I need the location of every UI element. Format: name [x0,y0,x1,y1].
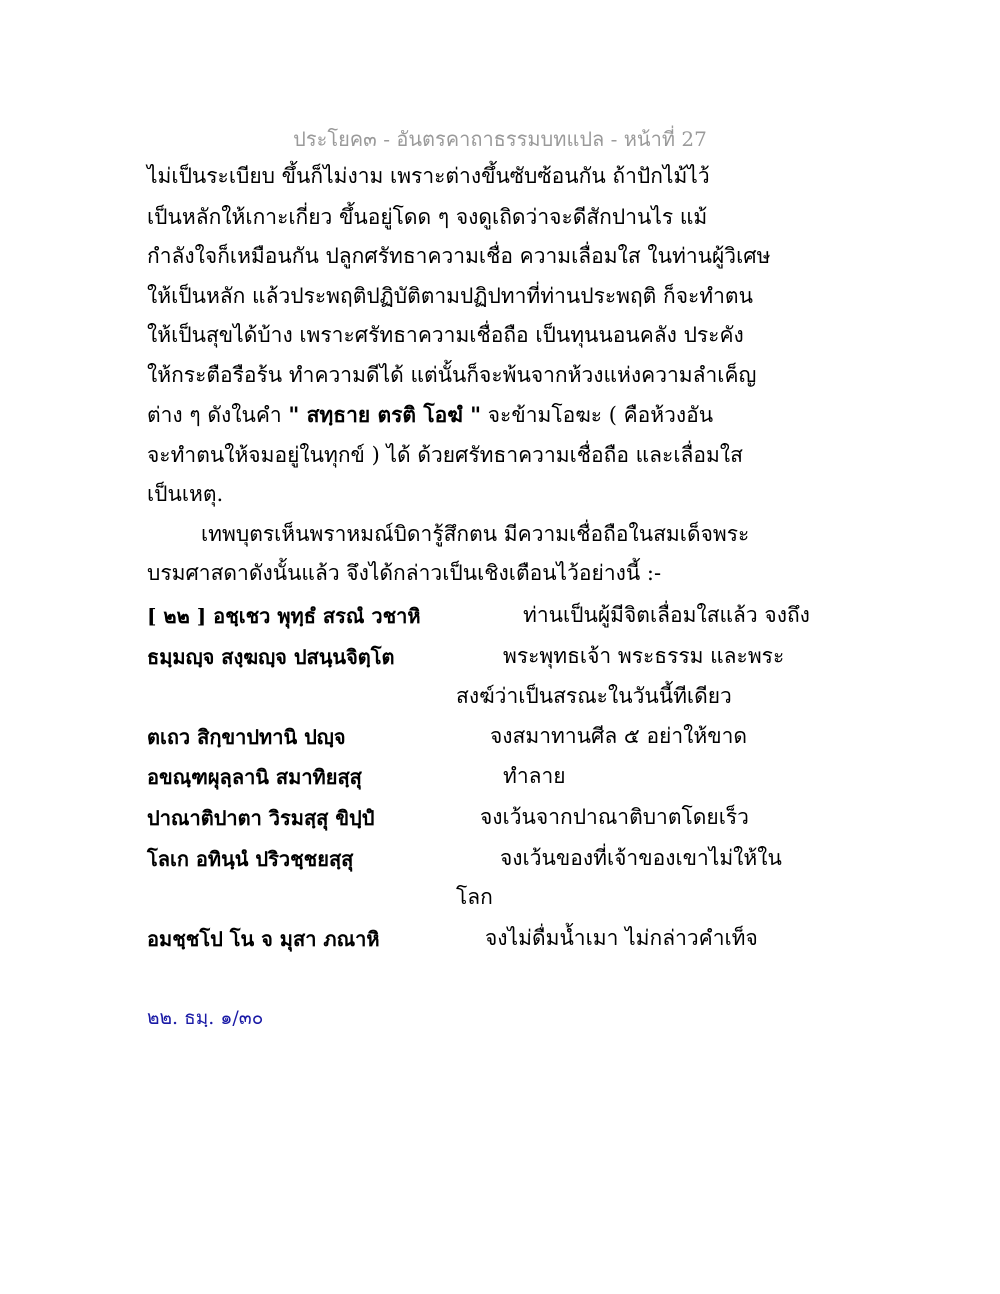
verse-pali-line: โลเก อทินฺนํ ปริวชฺชยสฺสุ [147,847,354,871]
paragraph-line: ให้เป็นสุขได้บ้าง เพราะศรัทธาความเชื่อถือ เป็นทุนนอนคลัง ประคัง [147,323,744,347]
verse-thai-line: โลก [456,885,493,909]
footnote-reference: ๒๒. ธมฺ. ๑/๓๐ [147,1007,264,1029]
verse-thai-line: ทำลาย [503,764,566,788]
verse-thai-line: พระพุทธเจ้า พระธรรม และพระ [503,644,785,668]
verse-pali-line: ตเถว สิกฺขาปทานิ ปญฺจ [147,725,346,749]
verse-pali-line: ปาณาติปาตา วิรมสฺสุ ขิปฺปํ [147,806,375,830]
paragraph-line: เป็นเหตุ. [147,482,224,506]
paragraph-line: เป็นหลักให้เกาะเกี่ยว ขึ้นอยู่โดด ๆ จงดูเถิดว่าจะดีสักปานไร แม้ [147,205,708,229]
verse-pali-line: [ ๒๒ ] อชฺเชว พุทฺธํ สรณํ วชาหิ [147,604,421,628]
paragraph-line: ให้กระตือรือร้น ทำความดีได้ แต่นั้นก็จะพ้นจากห้วงแห่งความลำเค็ญ [147,363,757,387]
paragraph-line: บรมศาสดาดังนั้นแล้ว จึงได้กล่าวเป็นเชิงเตือนไว้อย่างนี้ :- [147,561,662,585]
page-header: ประโยค๓ - อันตรคาถาธรรมบทแปล - หน้าที่ 27 [293,127,707,151]
line-text: ต่าง ๆ ดังในคำ [147,403,289,427]
verse-thai-line: จงเว้นจากปาณาติบาตโดยเร็ว [480,805,749,829]
pali-quote: " สทฺธาย ตรติ โอฆํ " [288,402,482,427]
verse-thai-line: ท่านเป็นผู้มีจิตเลื่อมใสแล้ว จงถึง [523,603,810,627]
paragraph-line: ให้เป็นหลัก แล้วประพฤติปฏิบัติตามปฏิปทาที่ท่านประพฤติ ก็จะทำตน [147,284,753,308]
line-text: จะข้ามโอฆะ ( คือห้วงอัน [481,403,714,427]
paragraph-line: ไม่เป็นระเบียบ ขึ้นก็ไม่งาม เพราะต่างขึ้นซับซ้อนกัน ถ้าปักไม้ไว้ [147,164,710,188]
verse-thai-line: สงฆ์ว่าเป็นสรณะในวันนี้ทีเดียว [456,684,732,708]
paragraph-line-with-quote [147,399,713,432]
paragraph-line: เทพบุตรเห็นพราหมณ์บิดารู้สึกตน มีความเชื่อถือในสมเด็จพระ [201,522,750,546]
paragraph-line: จะทำตนให้จมอยู่ในทุกข์ ) ได้ ด้วยศรัทธาความเชื่อถือ และเลื่อมใส [147,443,743,467]
verse-pali-line: ธมฺมญฺจ สงฺฆญฺจ ปสนฺนจิตฺโต [147,645,395,669]
verse-pali-line: อมชฺชโป โน จ มุสา ภณาหิ [147,927,380,951]
verse-thai-line: จงเว้นของที่เจ้าของเขาไม่ให้ใน [500,846,782,870]
verse-pali-line: อขณฺฑผุลฺลานิ สมาทิยสฺสุ [147,765,362,789]
paragraph-line: กำลังใจก็เหมือนกัน ปลูกศรัทธาความเชื่อ ความเลื่อมใส ในท่านผู้วิเศษ [147,244,771,268]
verse-thai-line: จงไม่ดื่มน้ำเมา ไม่กล่าวคำเท็จ [485,926,758,950]
verse-thai-line: จงสมาทานศีล ๕ อย่าให้ขาด [490,724,748,748]
